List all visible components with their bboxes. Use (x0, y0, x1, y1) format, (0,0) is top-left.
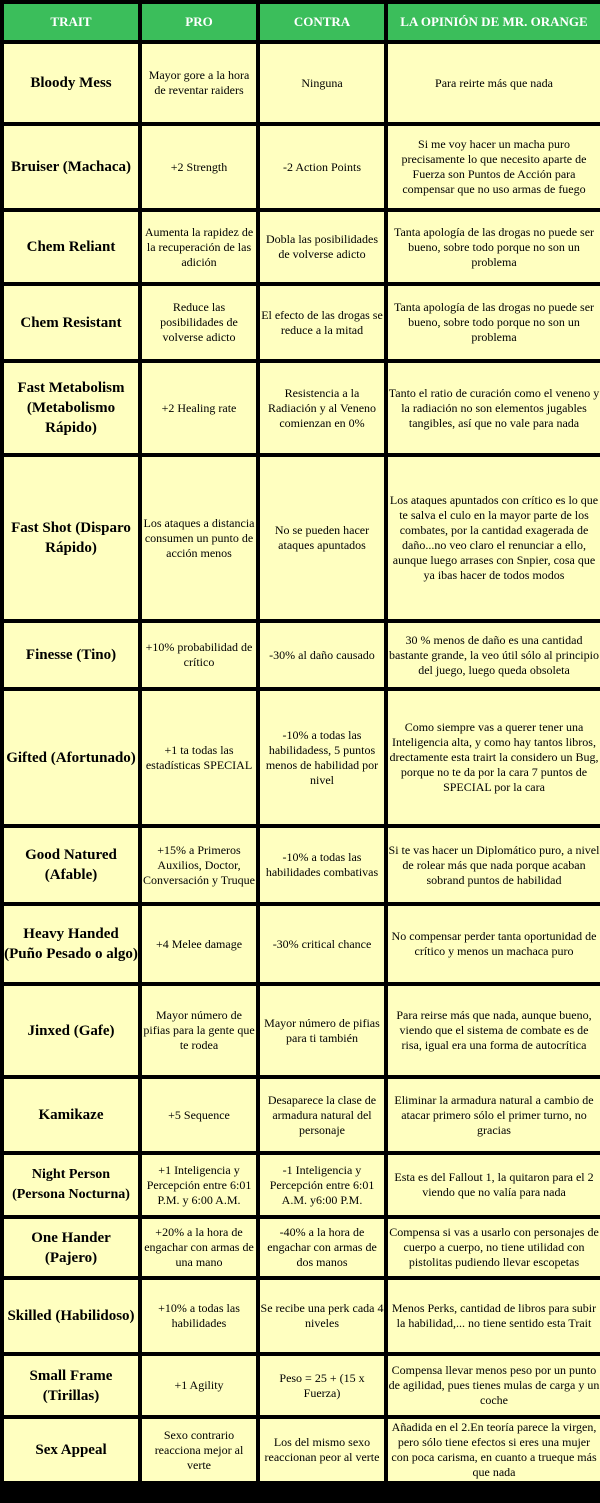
opinion-cell: Compensa si vas a usarlo con personajes de cuerpo a cuerpo, no tiene utilidad con pistolitas pudiendo llevar escopetas (388, 1219, 600, 1276)
contra-cell: No se pueden hacer ataques apuntados (260, 457, 384, 619)
pro-cell: Sexo contrario reacciona mejor al verte (142, 1419, 256, 1481)
trait-cell: Bloody Mess (4, 44, 138, 122)
table-row (4, 126, 600, 208)
contra-cell: -40% a la hora de engachar con armas de dos manos (260, 1219, 384, 1276)
table-row (4, 906, 600, 982)
contra-cell: -30% al daño causado (260, 623, 384, 687)
contra-cell: Se recibe una perk cada 4 niveles (260, 1280, 384, 1352)
contra-cell: -10% a todas las habilidadess, 5 puntos menos de habilidad por nivel (260, 691, 384, 824)
pro-cell: +10% probabilidad de crítico (142, 623, 256, 687)
pro-cell: +1 Agility (142, 1356, 256, 1415)
contra-cell: Dobla las posibilidades de volverse adicto (260, 212, 384, 282)
contra-cell: Desaparece la clase de armadura natural del personaje (260, 1079, 384, 1151)
header-contra: CONTRA (260, 4, 384, 40)
table-row (4, 212, 600, 282)
pro-cell: +5 Sequence (142, 1079, 256, 1151)
pro-cell: +10% a todas las habilidades (142, 1280, 256, 1352)
trait-cell: One Hander (Pajero) (4, 1219, 138, 1276)
opinion-cell: Como siempre vas a querer tener una Inteligencia alta, y como hay tantos libros, drectamente esta trairt la considero un Bug, porque no te da por la cara 7 puntos de SPECIAL por la cara (388, 691, 600, 824)
opinion-cell: Si me voy hacer un macha puro precisamente lo que necesito aparte de Fuerza son Puntos de Acción para compensar que no uso armas de fuego (388, 126, 600, 208)
opinion-cell: Compensa llevar menos peso por un punto de agilidad, pues tienes mulas de carga y un coche (388, 1356, 600, 1415)
pro-cell: +1 ta todas las estadísticas SPECIAL (142, 691, 256, 824)
table-row (4, 1155, 600, 1215)
trait-cell: Heavy Handed (Puño Pesado o algo) (4, 906, 138, 982)
contra-cell: Resistencia a la Radiación y al Veneno comienzan en 0% (260, 363, 384, 453)
table-row (4, 828, 600, 902)
contra-cell: -30% critical chance (260, 906, 384, 982)
trait-cell: Night Person (Persona Nocturna) (4, 1155, 138, 1215)
pro-cell: +20% a la hora de engachar con armas de una mano (142, 1219, 256, 1276)
opinion-cell: 30 % menos de daño es una cantidad bastante grande, la veo útil sólo al principio del juego, luego queda obsoleta (388, 623, 600, 687)
contra-cell: Ninguna (260, 44, 384, 122)
table-row (4, 1079, 600, 1151)
opinion-cell: Si te vas hacer un Diplomático puro, a nivel de rolear más que nada porque acaban sobrand puntos de habilidad (388, 828, 600, 902)
trait-cell: Gifted (Afortunado) (4, 691, 138, 824)
pro-cell: +2 Healing rate (142, 363, 256, 453)
trait-cell: Finesse (Tino) (4, 623, 138, 687)
opinion-cell: Los ataques apuntados con crítico es lo que te salva el culo en la mayor parte de los combates, por la cantidad exagerada de daño...no veo claro el renunciar a ello, aunque luego arrases con Snpier, cosa que ya ibas hacer de todos modos (388, 457, 600, 619)
opinion-cell: Esta es del Fallout 1, la quitaron para el 2 viendo que no valía para nada (388, 1155, 600, 1215)
trait-cell: Kamikaze (4, 1079, 138, 1151)
trait-cell: Chem Resistant (4, 286, 138, 359)
trait-cell: Sex Appeal (4, 1419, 138, 1481)
trait-cell: Skilled (Habilidoso) (4, 1280, 138, 1352)
trait-cell: Good Natured (Afable) (4, 828, 138, 902)
pro-cell: +4 Melee damage (142, 906, 256, 982)
trait-cell: Jinxed (Gafe) (4, 986, 138, 1075)
opinion-cell: Para reirse más que nada, aunque bueno, viendo que el sistema de combate es de risa, igual era una forma de autocrítica (388, 986, 600, 1075)
pro-cell: Mayor número de pifias para la gente que te rodea (142, 986, 256, 1075)
pro-cell: Los ataques a distancia consumen un punto de acción menos (142, 457, 256, 619)
header-opinion: LA OPINIÓN DE MR. ORANGE (388, 4, 600, 40)
opinion-cell: Tanta apología de las drogas no puede ser bueno, sobre todo porque no son un problema (388, 286, 600, 359)
header-row (4, 4, 600, 40)
pro-cell: Mayor gore a la hora de reventar raiders (142, 44, 256, 122)
table-row (4, 44, 600, 122)
table-row (4, 286, 600, 359)
contra-cell: Mayor número de pifias para ti también (260, 986, 384, 1075)
table-row (4, 691, 600, 824)
table-row (4, 986, 600, 1075)
table-row (4, 457, 600, 619)
header-pro: PRO (142, 4, 256, 40)
table-row (4, 1219, 600, 1276)
pro-cell: Aumenta la rapidez de la recuperación de las adición (142, 212, 256, 282)
pro-cell: Reduce las posibilidades de volverse adicto (142, 286, 256, 359)
header-trait: TRAIT (4, 4, 138, 40)
trait-cell: Chem Reliant (4, 212, 138, 282)
opinion-cell: Para reirte más que nada (388, 44, 600, 122)
contra-cell: Peso = 25 + (15 x Fuerza) (260, 1356, 384, 1415)
trait-cell: Fast Metabolism (Metabolismo Rápido) (4, 363, 138, 453)
contra-cell: -1 Inteligencia y Percepción entre 6:01 A.M. y6:00 P.M. (260, 1155, 384, 1215)
contra-cell: -2 Action Points (260, 126, 384, 208)
table-row (4, 363, 600, 453)
contra-cell: El efecto de las drogas se reduce a la mitad (260, 286, 384, 359)
opinion-cell: Eliminar la armadura natural a cambio de atacar primero sólo el primer turno, no gracias (388, 1079, 600, 1151)
table-row (4, 1419, 600, 1481)
opinion-cell: Tanta apología de las drogas no puede ser bueno, sobre todo porque no son un problema (388, 212, 600, 282)
table-row (4, 1356, 600, 1415)
trait-cell: Bruiser (Machaca) (4, 126, 138, 208)
trait-cell: Small Frame (Tirillas) (4, 1356, 138, 1415)
opinion-cell: Menos Perks, cantidad de libros para subir la habilidad,... no tiene sentido esta Trait (388, 1280, 600, 1352)
opinion-cell: Añadida en el 2.En teoría parece la virgen, pero sólo tiene efectos si eres una mujer con poca carisma, en cuanto a trueque más que nada (388, 1419, 600, 1481)
table-row (4, 623, 600, 687)
opinion-cell: No compensar perder tanta oportunidad de crítico y menos un machaca puro (388, 906, 600, 982)
pro-cell: +15% a Primeros Auxilios, Doctor, Conversación y Truque (142, 828, 256, 902)
trait-cell: Fast Shot (Disparo Rápido) (4, 457, 138, 619)
pro-cell: +2 Strength (142, 126, 256, 208)
table-row (4, 1280, 600, 1352)
pro-cell: +1 Inteligencia y Percepción entre 6:01 P.M. y 6:00 A.M. (142, 1155, 256, 1215)
contra-cell: Los del mismo sexo reaccionan peor al verte (260, 1419, 384, 1481)
opinion-cell: Tanto el ratio de curación como el veneno y la radiación no son elementos jugables tangibles, así que no vale para nada (388, 363, 600, 453)
contra-cell: -10% a todas las habilidades combativas (260, 828, 384, 902)
